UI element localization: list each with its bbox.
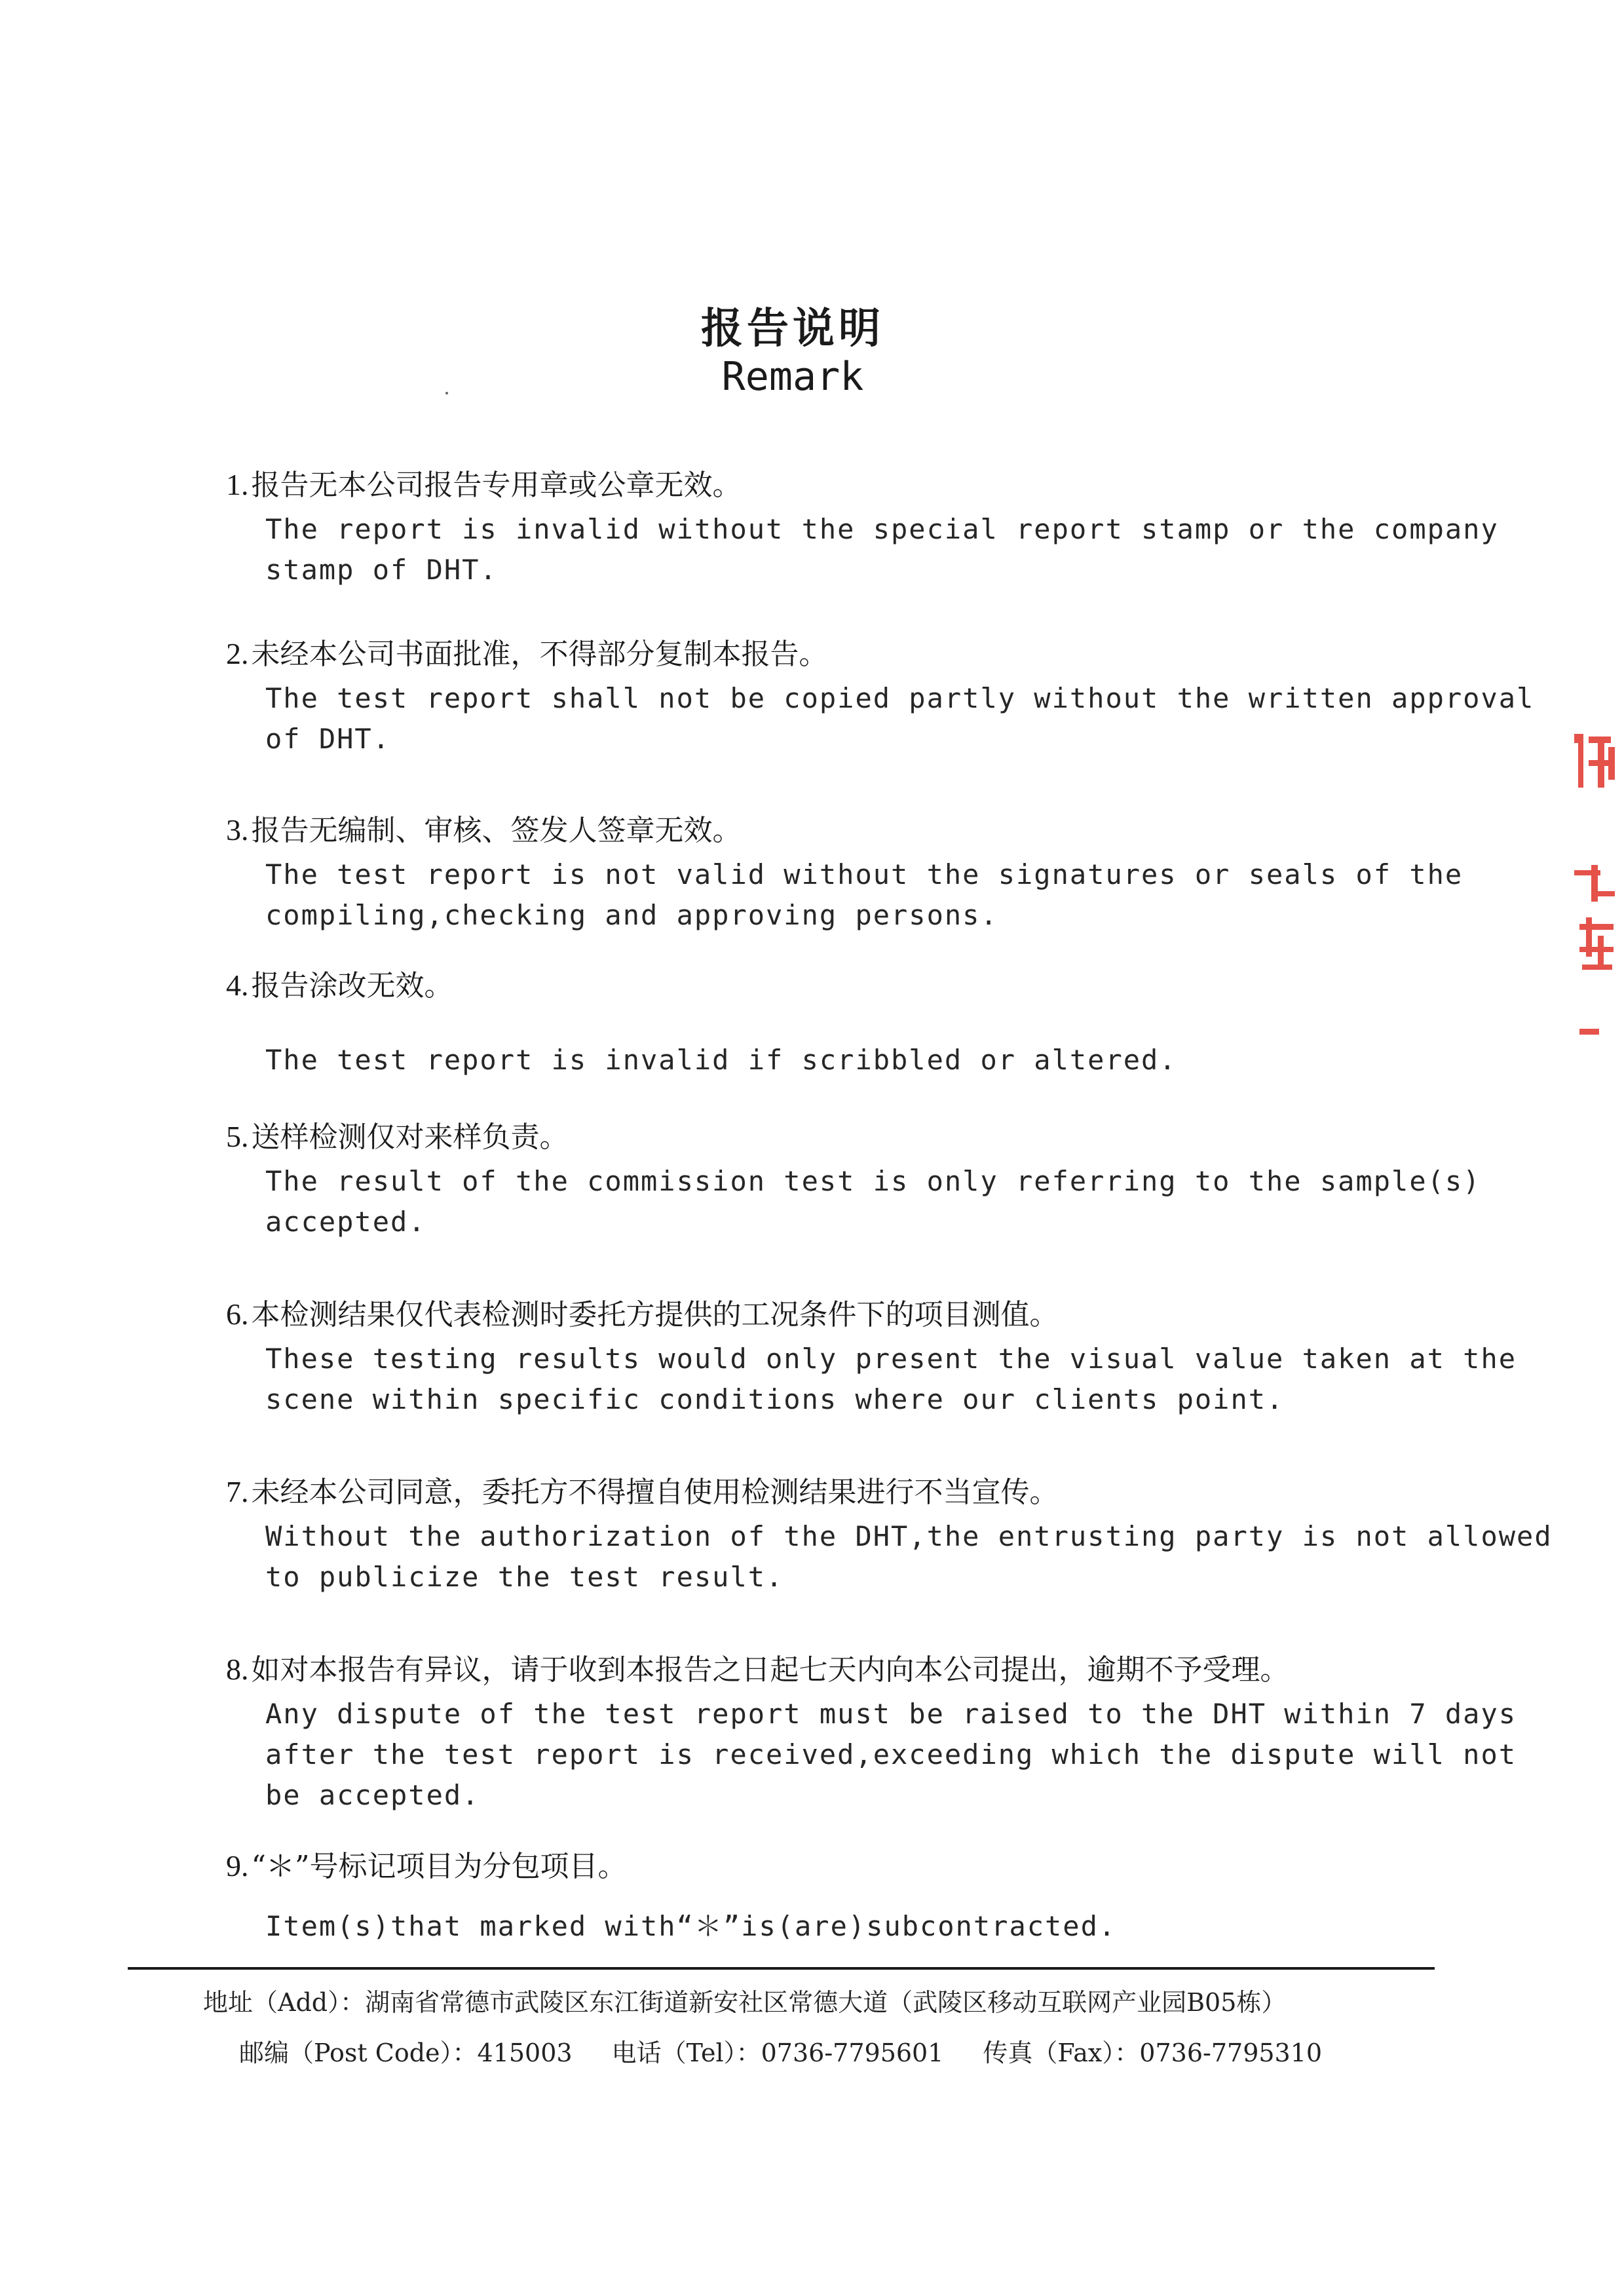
footer-tel: 电话（Tel）：0736-7795601 <box>611 2038 944 2067</box>
page-title-en: Remark <box>721 354 864 400</box>
scan-speck <box>445 392 448 394</box>
item-text-en: The report is invalid without the special report stamp or the company stamp of DHT. <box>265 513 1499 586</box>
remark-item-6 <box>226 1295 1517 1420</box>
remark-item-8 <box>226 1650 1517 1816</box>
item-number: 4. <box>226 968 249 1002</box>
item-text-en: The test report is invalid if scribbled or altered. <box>265 1044 1177 1076</box>
item-text-en: Item(s)that marked with“＊”is(are)subcontracted. <box>265 1910 1117 1942</box>
remark-item-2 <box>226 634 1534 759</box>
item-text-cn: “＊”号标记项目为分包项目。 <box>251 1850 627 1883</box>
remark-item-3 <box>226 811 1463 936</box>
item-number: 5. <box>226 1120 249 1153</box>
remark-item-4 <box>226 966 1177 1081</box>
footer-divider <box>128 1967 1435 1970</box>
item-text-cn: 报告无编制、审核、签发人签章无效。 <box>251 814 742 847</box>
footer-address: 地址（Add）：湖南省常德市武陵区东江街道新安社区常德大道（武陵区移动互联网产业园B05栋） <box>203 1988 1287 2017</box>
item-text-en: Without the authorization of the DHT,the entrusting party is not allowed to publicize the test result. <box>265 1520 1553 1593</box>
item-number: 9. <box>226 1849 249 1883</box>
item-text-en: Any dispute of the test report must be raised to the DHT within 7 days after the test report is received,exceeding which the dispute will not be accepted. <box>265 1698 1517 1811</box>
item-text-en: The result of the commission test is only referring to the sample(s) accepted. <box>265 1165 1481 1238</box>
item-text-cn: 报告涂改无效。 <box>251 969 453 1003</box>
item-number: 3. <box>226 813 249 847</box>
item-text-cn: 送样检测仅对来样负责。 <box>251 1120 569 1154</box>
red-seal-fragment <box>1569 727 1624 1068</box>
item-number: 6. <box>226 1297 249 1331</box>
item-number: 2. <box>226 637 249 670</box>
footer-fax: 传真（Fax）：0736-7795310 <box>983 2038 1323 2067</box>
remark-item-7 <box>226 1472 1553 1598</box>
item-text-cn: 未经本公司书面批准，不得部分复制本报告。 <box>251 638 828 671</box>
item-text-cn: 未经本公司同意，委托方不得擅自使用检测结果进行不当宣传。 <box>251 1476 1059 1509</box>
item-text-en: These testing results would only present the visual value taken at the scene within specific conditions where our clients point. <box>265 1343 1517 1415</box>
footer-post-code: 邮编（Post Code）：415003 <box>239 2038 573 2067</box>
item-text-en: The test report shall not be copied partly without the written approval of DHT. <box>265 682 1535 755</box>
footer-contact <box>0 2033 1624 2069</box>
item-text-en: The test report is not valid without the signatures or seals of the compiling,checking and approving persons. <box>265 858 1463 931</box>
item-text-cn: 报告无本公司报告专用章或公章无效。 <box>251 469 742 502</box>
item-number: 1. <box>226 468 249 501</box>
remark-item-1 <box>226 465 1499 590</box>
page-title-cn: 报告说明 <box>701 304 884 353</box>
item-number: 8. <box>226 1653 249 1686</box>
item-text-cn: 本检测结果仅代表检测时委托方提供的工况条件下的项目测值。 <box>251 1298 1059 1331</box>
remark-item-5 <box>226 1117 1481 1242</box>
item-number: 7. <box>226 1475 249 1508</box>
remark-item-9 <box>226 1846 1116 1947</box>
item-text-cn: 如对本报告有异议，请于收到本报告之日起七天内向本公司提出，逾期不予受理。 <box>251 1653 1289 1687</box>
